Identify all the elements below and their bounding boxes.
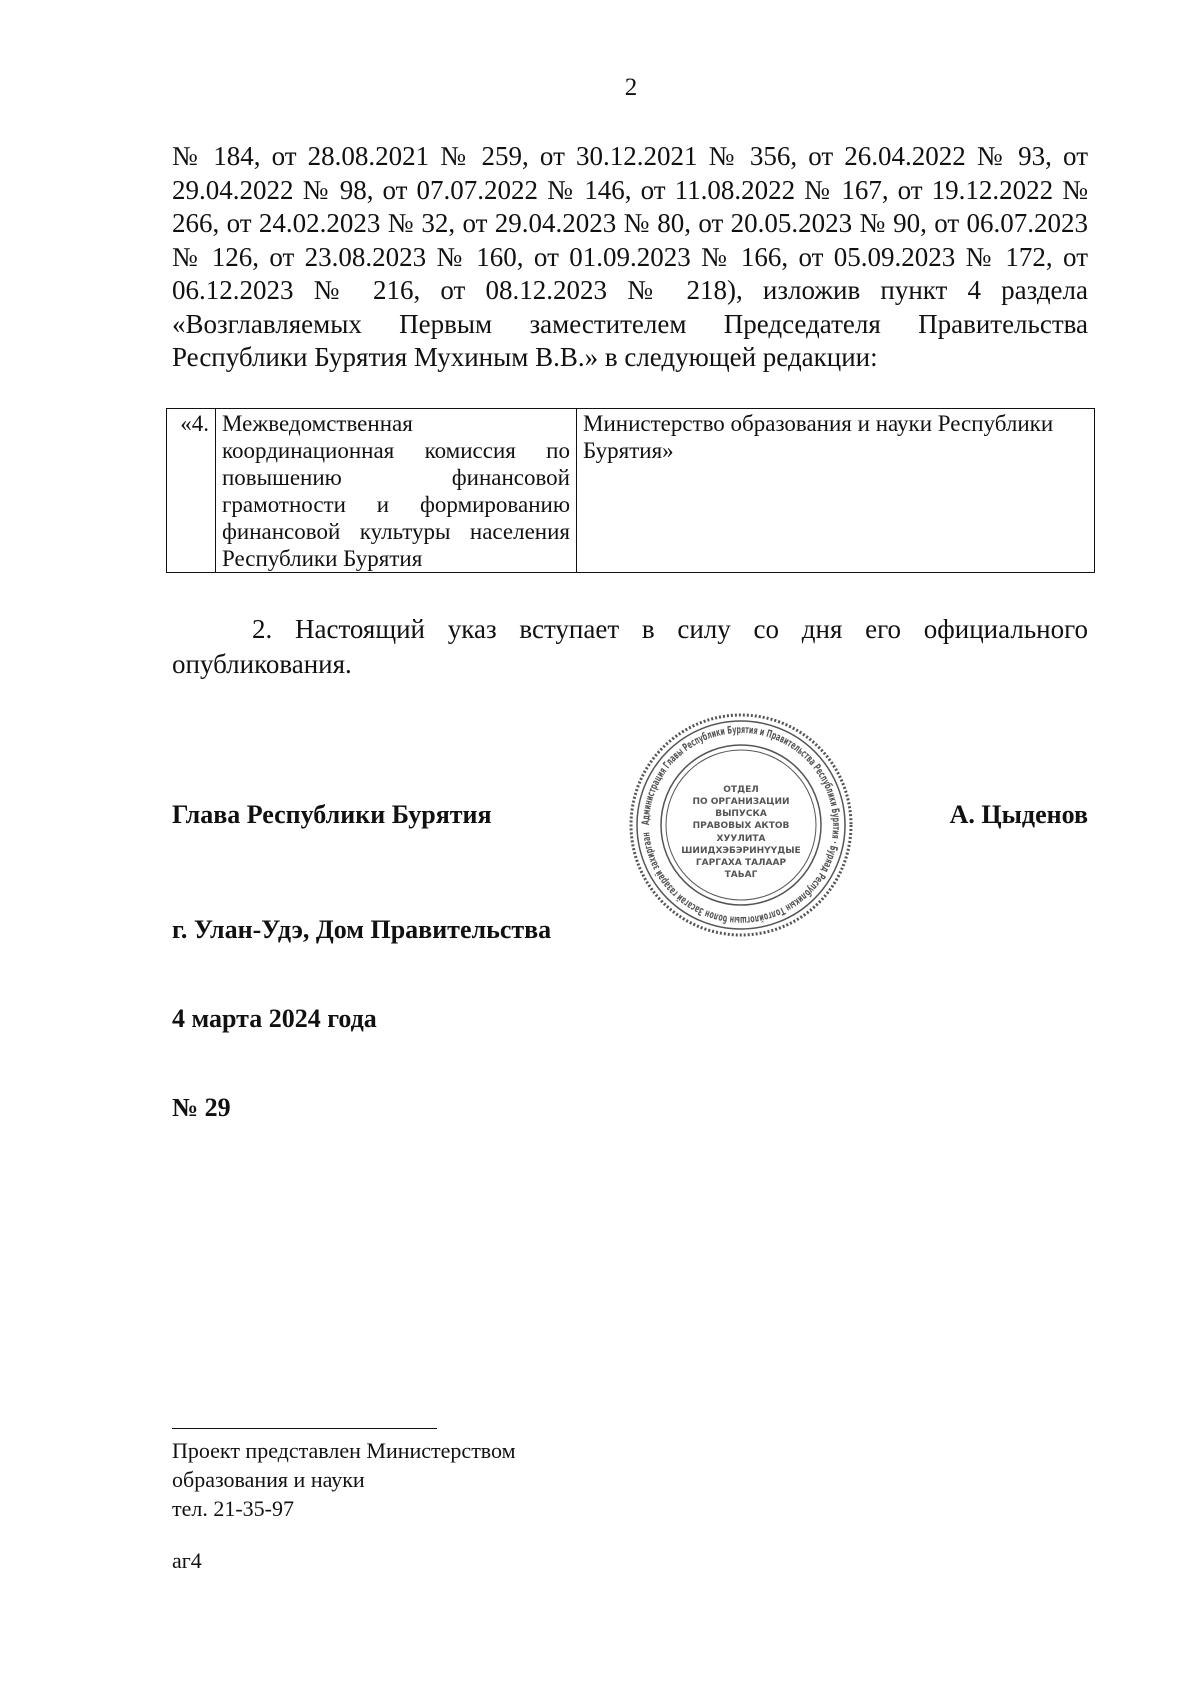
decree-number: № 29 bbox=[172, 1093, 231, 1122]
seal-line-2: ПО ОРГАНИЗАЦИИ bbox=[692, 797, 790, 807]
footnote-divider bbox=[172, 1428, 437, 1429]
seal-line-8: ТАЬАГ bbox=[724, 870, 758, 880]
table-row bbox=[167, 409, 1095, 573]
seal-line-4: ПРАВОВЫХ АКТОВ bbox=[692, 821, 790, 831]
seal-line-1: ОТДЕЛ bbox=[723, 785, 759, 795]
item-number: «4. bbox=[167, 409, 216, 573]
ministry-name: Министерство образования и науки Республики Бурятия» bbox=[577, 409, 1095, 573]
signing-place: г. Улан-Удэ, Дом Правительства bbox=[172, 915, 552, 944]
paragraph-2: 2. Настоящий указ вступает в силу со дня его официального опубликования. bbox=[172, 614, 1088, 679]
footnote bbox=[172, 1436, 516, 1523]
seal-line-3: ВЫПУСКА bbox=[715, 809, 767, 819]
author-initials: аг4 bbox=[172, 1548, 202, 1573]
seal-outer-text: Администрация Главы Республики Бурятия и Правительства Республики Бурятия · Буряад Республикын Толгойлогшын болон Засагай газарай захиргаан bbox=[639, 723, 843, 927]
footnote-line-2: образования и науки bbox=[172, 1467, 365, 1492]
page-number: 2 bbox=[624, 74, 638, 101]
seal-line-6: ШИИДХЭБЭРИНҮҮДЫЕ bbox=[681, 846, 801, 856]
seal-line-7: ГАРГАХА ТАЛААР bbox=[695, 858, 787, 868]
commission-name: Межведомственная координационная комиссия по повышению финансовой грамотности и формированию финансовой культуры населения Республики Бурятия bbox=[216, 409, 577, 573]
official-seal bbox=[626, 710, 856, 940]
footnote-phone: тел. 21-35-97 bbox=[172, 1496, 295, 1521]
amendment-table bbox=[166, 408, 1095, 573]
decree-body-text: № 184, от 28.08.2021 № 259, от 30.12.2021 № 356, от 26.04.2022 № 93, от 29.04.2022 № 98, от 07.07.2022 № 146, от 11.08.2022 № 167, от 19.12.2022 № 266, от 24.02.2023 № 32, от 29.04.2023 № 80, от 20.05.2023 № 90, от 06.07.2023 № 126, от 23.08.2023 № 160, от 01.09.2023 № 166, от 05.09.2023 № 172, от 06.12.2023 № 216, от 08.12.2023 № 218), изложив пункт 4 раздела «Возглавляемых Первым заместителем Председателя Правительства Республики Бурятия Мухиным В.В.» в следующей редакции: bbox=[172, 141, 1088, 372]
footnote-line-1: Проект представлен Министерством bbox=[172, 1438, 516, 1463]
seal-line-5: ХУУЛИТА bbox=[716, 834, 766, 844]
signatory-name: А. Цыденов bbox=[949, 800, 1088, 829]
decree-date: 4 марта 2024 года bbox=[172, 1004, 377, 1033]
signatory-title: Глава Республики Бурятия bbox=[172, 800, 492, 829]
